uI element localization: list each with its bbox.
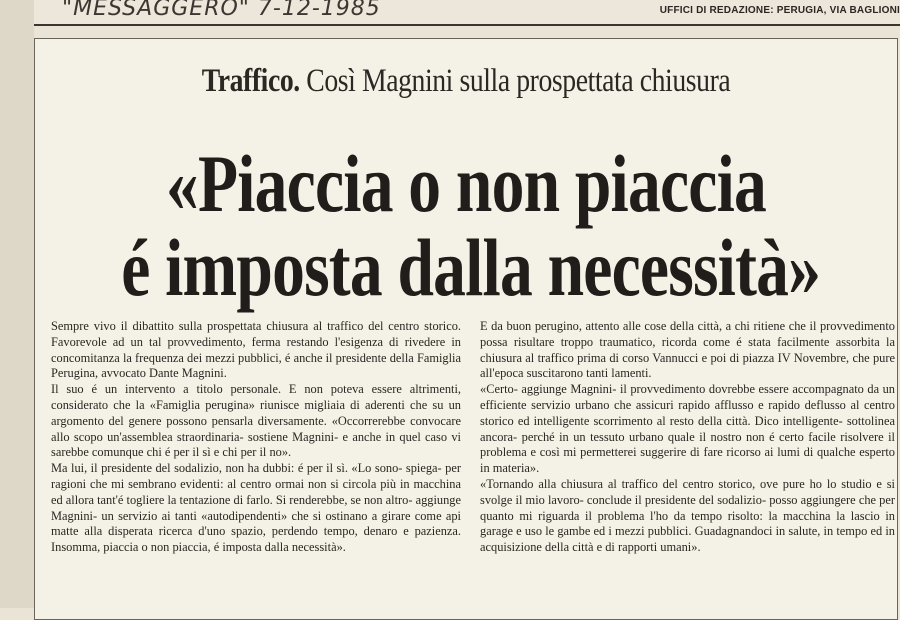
paragraph: E da buon perugino, attento alle cose della città, a chi ritiene che il provvedimento possa risultare troppo traumatico, ricorda come é stata facilmente assorbita la chiusura al traffico prima di corso Vannucci e poi di piazza IV Novembre, che pure all'epoca suscitarono tanti lamenti. bbox=[480, 319, 895, 381]
paragraph: «Certo- aggiunge Magnini- il provvedimento dovrebbe essere accompagnato da un efficiente servizio urbano che assicuri rapido afflusso e rapido deflusso al centro storico ed intelligente scorrimento al resto della città. Dico intelligente- sottolinea ancora- perché in un tessuto urbano quale il nostro non é certo facile risolvere il problema e così mi permetterei suggerire di fare ricorso ai lumi di qualche esperto in materia». bbox=[480, 382, 895, 476]
adjacent-page-margin bbox=[0, 0, 34, 608]
article-column-right bbox=[480, 319, 895, 556]
newspaper-header-strip bbox=[0, 0, 900, 26]
headline-line-1: «Piaccia o non piaccia bbox=[165, 138, 767, 229]
kicker-text: Così Magnini sulla prospettata chiusura bbox=[299, 63, 731, 99]
paragraph: «Tornando alla chiusura al traffico del centro storico, ove pure ho lo studio e si svolge il mio lavoro- conclude il presidente del sodalizio- posso aggiungere che per quanto mi riguarda il problema l'ho da tempo risolto: la macchina la lascio in garage e uso le gambe ed i mezzi pubblici. Guadagnandoci in salute, in tempo ed in acquisizione della città e di rapporti umani». bbox=[480, 476, 895, 555]
article-column-left bbox=[51, 319, 461, 556]
paragraph: Ma lui, il presidente del sodalizio, non ha dubbi: é per il sì. «Lo sono- spiega- per ragioni che mi sembrano evidenti: al centro ormai non si circola più in macchina ed allora tant'é togliere la tentazione di farlo. Si renderebbe, se non altro- aggiunge Magnini- un servizio ai tanti «autodipendenti» che si ostinano a girare come api matte alla disperata ricerca d'uno spazio, perdendo tempo, denaro e pazienza. Insomma, piaccia o non piaccia, é imposta dalla necessità». bbox=[51, 461, 461, 555]
headline-line-2: é imposta dalla necessità» bbox=[121, 222, 821, 313]
paragraph: Il suo é un intervento a titolo personale. E non poteva essere altrimenti, considerato che la «Famiglia perugina» riunisce migliaia di aderenti che su un argomento del genere possono pensarla diversamente. «Occorrerebbe convocare allo scopo un'assemblea straordinaria- sostiene Magnini- e anche in quel caso vi sarebbe comunque chi é per il sì e chi per il no». bbox=[51, 382, 461, 460]
handwritten-source-note: "MESSAGGERO" 7-12-1985 bbox=[62, 0, 381, 21]
paragraph: Sempre vivo il dibattito sulla prospettata chiusura al traffico del centro storico. Favorevole ad un tal provvedimento, ferma restando l'esigenza di rivedere in concomitanza la frequenza dei mezzi pubblici, é anche il presidente della Famiglia Perugina, avvocato Dante Magnini. bbox=[51, 319, 461, 381]
article-clipping bbox=[34, 38, 898, 620]
article-kicker bbox=[104, 63, 828, 100]
editorial-office-line: UFFICI DI REDAZIONE: PERUGIA, VIA BAGLIONI bbox=[659, 5, 900, 16]
kicker-topic: Traffico. bbox=[201, 63, 300, 99]
